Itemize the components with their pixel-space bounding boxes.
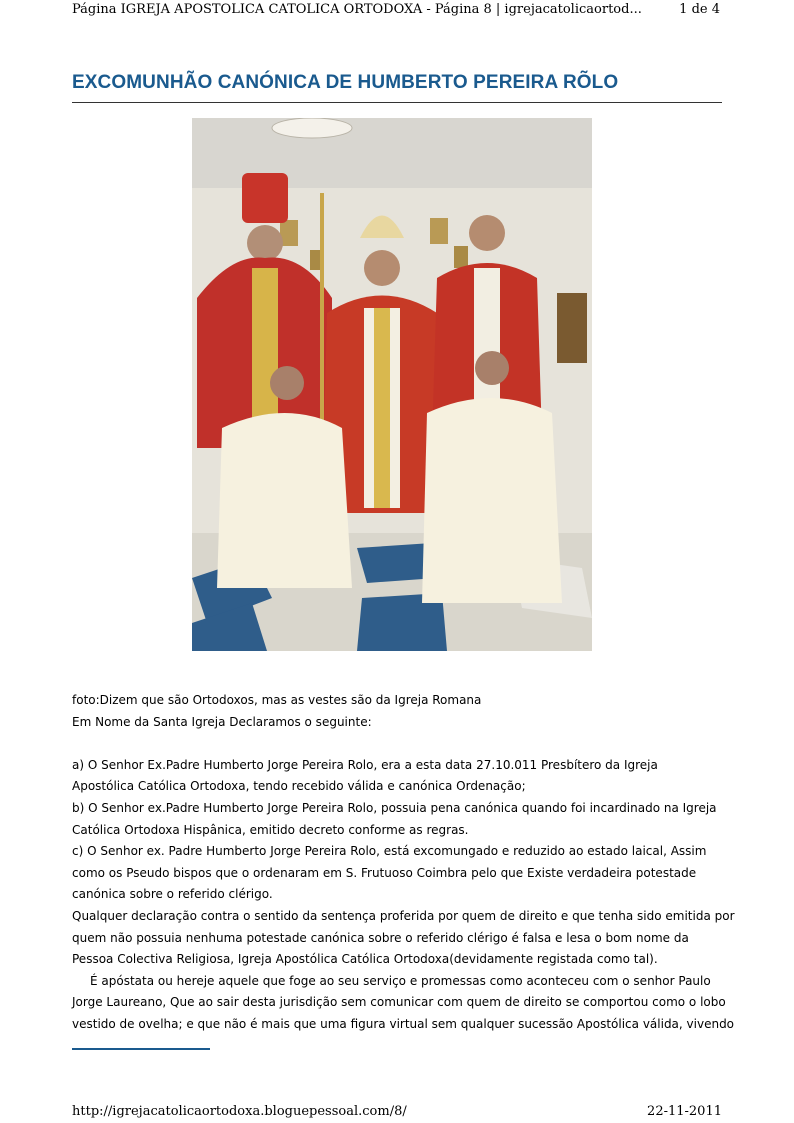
body-line: É apóstata ou hereje aquele que foge ao seu serviço e promessas como aconteceu com o senhor Paulo <box>90 973 711 988</box>
footer-date: 22-11-2011 <box>647 1104 722 1119</box>
article-body <box>72 690 735 1036</box>
body-line: vestido de ovelha; e que não é mais que uma figura virtual sem qualquer sucessão Apostólica válida, vivendo <box>72 1016 735 1031</box>
body-line: b) O Senhor ex.Padre Humberto Jorge Pereira Rolo, possuia pena canónica quando foi incardinado na Igreja <box>72 800 717 815</box>
body-line: Apostólica Católica Ortodoxa, tendo recebido válida e canónica Ordenação; <box>72 779 526 794</box>
body-line: como os Pseudo bispos que o ordenaram em S. Frutuoso Coimbra pelo que Existe verdadeira potestade <box>72 865 697 880</box>
paragraph-gap <box>72 733 724 755</box>
body-line: Jorge Laureano, Que ao sair desta jurisdição sem comunicar com quem de direito se comportou como o lobo <box>72 995 726 1010</box>
body-line: Pessoa Colectiva Religiosa, Igreja Apostólica Católica Ortodoxa(devidamente registada como tal). <box>72 952 658 967</box>
body-line: canónica sobre o referido clérigo. <box>72 887 273 902</box>
body-line: c) O Senhor ex. Padre Humberto Jorge Pereira Rolo, está excomungado e reduzido ao estado laical, Assim <box>72 844 707 859</box>
article-title: EXCOMUNHÃO CANÓNICA DE HUMBERTO PEREIRA RÕLO <box>72 72 619 93</box>
article-photo <box>192 118 592 651</box>
body-line: Católica Ortodoxa Hispânica, emitido decreto conforme as regras. <box>72 822 469 837</box>
footer-url: http://igrejacatolicaortodoxa.bloguepessoal.com/8/ <box>72 1104 407 1119</box>
footnote-divider <box>72 1048 210 1050</box>
body-line: a) O Senhor Ex.Padre Humberto Jorge Pereira Rolo, era a esta data 27.10.011 Presbítero da Igreja <box>72 757 658 772</box>
photo-group-clergy-illustration <box>192 118 592 651</box>
body-line: Qualquer declaração contra o sentido da sentença proferida por quem de direito e que tenha sido emitida por <box>72 908 735 923</box>
body-line: quem não possuia nenhuma potestade canónica sobre o referido clérigo é falsa e lesa o bom nome da <box>72 930 689 945</box>
page-header-title: Página IGREJA APOSTOLICA CATOLICA ORTODOXA - Página 8 | igrejacatolicaortod... <box>72 2 642 17</box>
body-intro: Em Nome da Santa Igreja Declaramos o seguinte: <box>72 714 372 729</box>
photo-caption: foto:Dizem que são Ortodoxos, mas as vestes são da Igreja Romana <box>72 693 482 707</box>
page-count: 1 de 4 <box>679 2 720 17</box>
title-divider <box>72 102 722 103</box>
